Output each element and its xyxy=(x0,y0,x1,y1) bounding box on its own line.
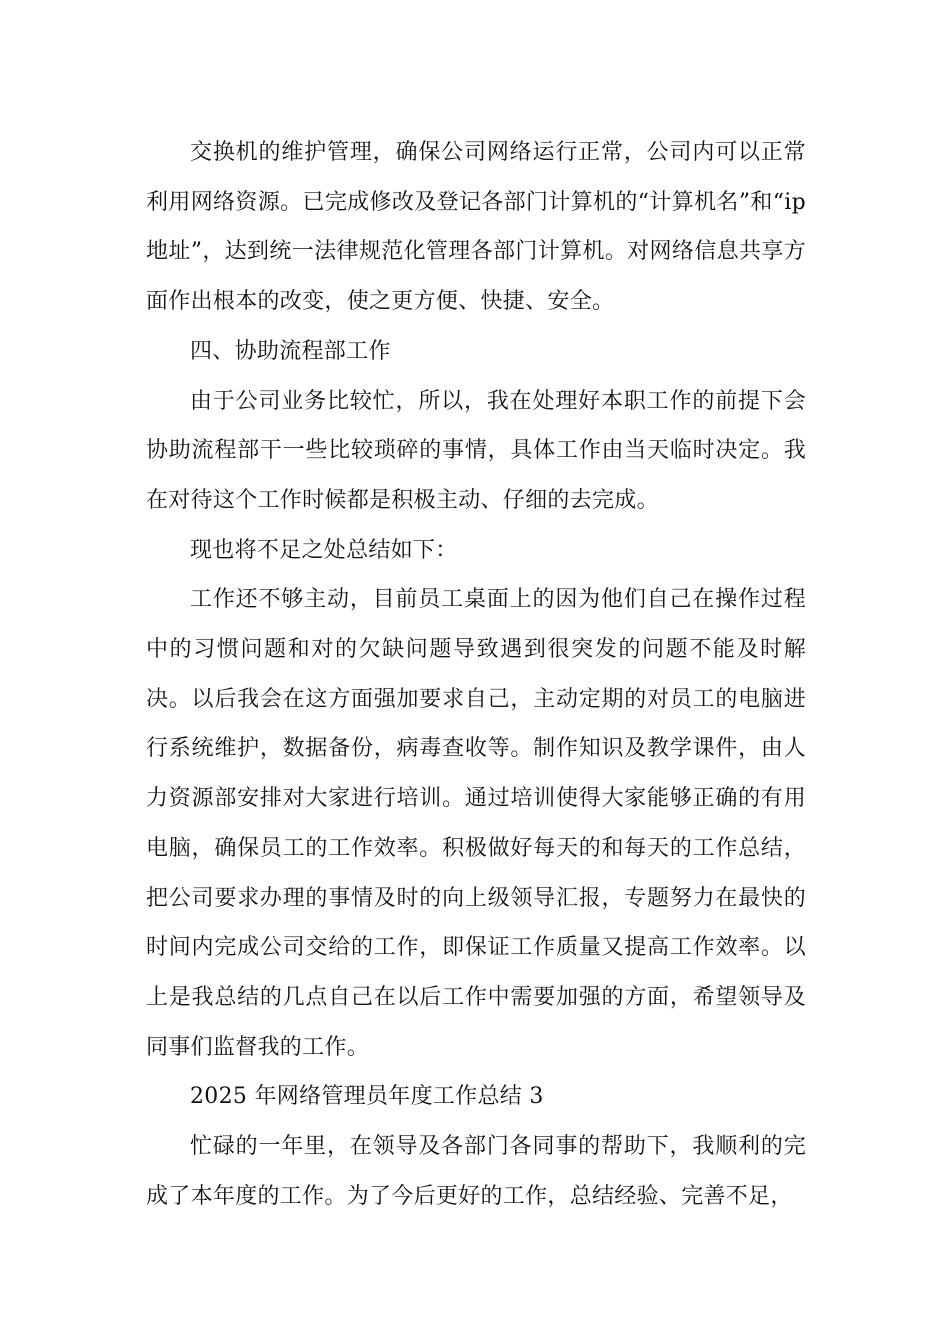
paragraph-network-maintenance: 交换机的维护管理，确保公司网络运行正常，公司内可以正常利用网络资源。已完成修改及登记各部门计算机的“计算机名”和“ip 地址”，达到统一法律规范化管理各部门计算机。对网络信息共享方面作出根本的改变，使之更方便、快捷、安全。 xyxy=(146,140,806,315)
section-heading-assist-process-dept: 四、协助流程部工作 xyxy=(190,338,391,364)
paragraph-shortcomings-intro: 现也将不足之处总结如下： xyxy=(190,537,458,563)
paragraph-assist-process-dept: 由于公司业务比较忙，所以，我在处理好本职工作的前提下会协助流程部干一些比较琐碎的事情，具体工作由当天临时决定。我在对待这个工作时候都是积极主动、仔细的去完成。 xyxy=(146,388,806,513)
section-heading-annual-summary-3: 2025 年网络管理员年度工作总结 3 xyxy=(190,1084,544,1110)
paragraph-annual-summary-intro: 忙碌的一年里，在领导及各部门各同事的帮助下，我顺利的完成了本年度的工作。为了今后更好的工作，总结经验、完善不足， xyxy=(146,1134,806,1209)
document-body xyxy=(146,128,806,1221)
paragraph-shortcomings: 工作还不够主动，目前员工桌面上的因为他们自己在操作过程中的习惯问题和对的欠缺问题导致遇到很突发的问题不能及时解决。以后我会在这方面强加要求自己，主动定期的对员工的电脑进行系统维护，数据备份，病毒查收等。制作知识及教学课件，由人力资源部安排对大家进行培训。通过培训使得大家能够正确的有用电脑，确保员工的工作效率。积极做好每天的和每天的工作总结，把公司要求办理的事情及时的向上级领导汇报，专题努力在最快的时间内完成公司交给的工作，即保证工作质量又提高工作效率。以上是我总结的几点自己在以后工作中需要加强的方面，希望领导及同事们监督我的工作。 xyxy=(146,587,806,1060)
